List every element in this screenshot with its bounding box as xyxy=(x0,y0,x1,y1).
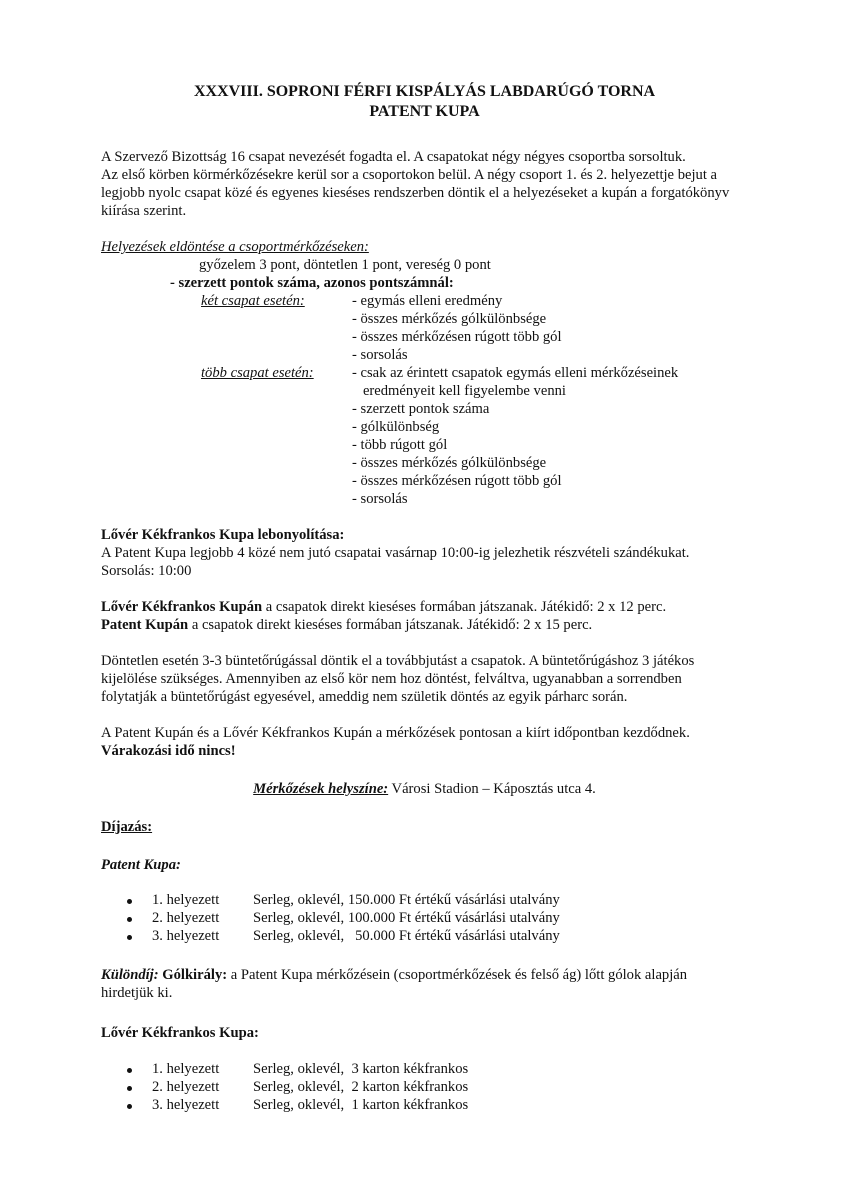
two-teams-item: - egymás elleni eredmény xyxy=(352,293,503,309)
venue-label: Mérkőzések helyszíne: xyxy=(253,781,389,797)
more-teams-item: eredményeit kell figyelembe venni xyxy=(352,383,566,399)
tiebreak-rule: - szerzett pontok száma, azonos pontszámnál: xyxy=(170,275,454,291)
penalty-line-3: folytatják a büntetőrúgást egyesével, ameddig nem születik döntés az egyik párharc során. xyxy=(101,689,628,705)
patent-place: 2. helyezett xyxy=(152,910,220,926)
two-teams-item: - összes mérkőzésen rúgott több gól xyxy=(352,329,562,345)
draw-time: Sorsolás: 10:00 xyxy=(101,563,192,579)
lover-prize: Serleg, oklevél, 3 karton kékfrankos xyxy=(253,1061,469,1077)
intro-line-2: Az első körben körmérkőzésekre kerül sor a csoportokon belül. A négy csoport 1. és 2. helyezettje bejut a xyxy=(101,167,717,183)
penalty-line-2: kijelölése szükséges. Amennyiben az első kör nem hoz döntést, felváltva, ugyanabban a sorrendben xyxy=(101,671,682,687)
more-teams-label: több csapat esetén: xyxy=(201,365,314,381)
venue-address: Városi Stadion – Káposztás utca 4. xyxy=(388,781,596,797)
patent-prize: Serleg, oklevél, 50.000 Ft értékű vásárlási utalvány xyxy=(253,928,560,944)
special-prize-line xyxy=(101,966,687,984)
ranking-heading: Helyezések eldöntése a csoportmérkőzéseken: xyxy=(101,239,369,255)
lover-prize: Serleg, oklevél, 1 karton kékfrankos xyxy=(253,1097,469,1113)
two-teams-label: két csapat esetén: xyxy=(201,293,305,309)
special-prize-text: a Patent Kupa mérkőzésein (csoportmérkőzések és felső ág) lőtt gólok alapján xyxy=(227,967,688,983)
bullet-icon xyxy=(127,1104,132,1109)
more-teams-item: - összes mérkőzés gólkülönbsége xyxy=(352,455,547,471)
patent-prize: Serleg, oklevél, 100.000 Ft értékű vásárlási utalvány xyxy=(253,910,560,926)
bullet-icon xyxy=(127,1086,132,1091)
patent-prize: Serleg, oklevél, 150.000 Ft értékű vásárlási utalvány xyxy=(253,892,560,908)
more-teams-item: - több rúgott gól xyxy=(352,437,448,453)
patent-place: 3. helyezett xyxy=(152,928,220,944)
lover-place: 2. helyezett xyxy=(152,1079,220,1095)
bullet-icon xyxy=(127,935,132,940)
two-teams-item: - sorsolás xyxy=(352,347,408,363)
no-waiting-notice: Várakozási idő nincs! xyxy=(101,743,236,759)
penalty-line-1: Döntetlen esetén 3-3 büntetőrúgással döntik el a továbbjutást a csapatok. A büntetőrúgáshoz 3 játékos xyxy=(101,653,695,669)
intro-line-3: legjobb nyolc csapat közé és egyenes kieséses rendszerben döntik el a helyezéseket a kupán a forgatókönyv xyxy=(101,185,730,201)
patent-format-text: a csapatok direkt kieséses formában játszanak. Játékidő: 2 x 15 perc. xyxy=(188,617,593,633)
two-teams-item: - összes mérkőzés gólkülönbsége xyxy=(352,311,547,327)
patent-prizes-heading: Patent Kupa: xyxy=(101,857,181,873)
lover-place: 1. helyezett xyxy=(152,1061,220,1077)
more-teams-item: - összes mérkőzésen rúgott több gól xyxy=(352,473,562,489)
special-prize-line-2: hirdetjük ki. xyxy=(101,985,173,1001)
more-teams-item: - szerzett pontok száma xyxy=(352,401,490,417)
top-scorer-label: Gólkirály: xyxy=(158,967,228,983)
timing-line: A Patent Kupán és a Lővér Kékfrankos Kupán a mérkőzések pontosan a kiírt időpontban kezdődnek. xyxy=(101,725,690,741)
bullet-icon xyxy=(127,1068,132,1073)
venue-line xyxy=(0,780,849,798)
lover-format-line xyxy=(101,598,666,616)
lover-place: 3. helyezett xyxy=(152,1097,220,1113)
more-teams-item: - csak az érintett csapatok egymás elleni mérkőzéseinek xyxy=(352,365,679,381)
points-rule: győzelem 3 pont, döntetlen 1 pont, vereség 0 pont xyxy=(199,257,491,273)
lover-format-text: a csapatok direkt kieséses formában játszanak. Játékidő: 2 x 12 perc. xyxy=(262,599,667,615)
document-title-line1: XXXVIII. SOPRONI FÉRFI KISPÁLYÁS LABDARÚGÓ TORNA xyxy=(193,83,656,100)
lover-section-line: A Patent Kupa legjobb 4 közé nem jutó csapatai vasárnap 10:00-ig jelezhetik részvételi szándékukat. xyxy=(101,545,690,561)
intro-line-1: A Szervező Bizottság 16 csapat nevezését fogadta el. A csapatokat négy négyes csoportba sorsoltuk. xyxy=(101,149,686,165)
patent-format-bold: Patent Kupán xyxy=(101,617,189,633)
prizes-heading: Díjazás: xyxy=(101,819,153,835)
patent-format-line xyxy=(101,616,592,634)
lover-section-heading: Lővér Kékfrankos Kupa lebonyolítása: xyxy=(101,527,345,543)
more-teams-item: - gólkülönbség xyxy=(352,419,440,435)
lover-prizes-heading: Lővér Kékfrankos Kupa: xyxy=(101,1025,259,1041)
lover-prize: Serleg, oklevél, 2 karton kékfrankos xyxy=(253,1079,469,1095)
intro-line-4: kiírása szerint. xyxy=(101,203,187,219)
bullet-icon xyxy=(127,917,132,922)
patent-place: 1. helyezett xyxy=(152,892,220,908)
special-prize-label: Különdíj: xyxy=(101,967,159,983)
bullet-icon xyxy=(127,899,132,904)
document-title-line2: PATENT KUPA xyxy=(369,103,480,120)
lover-format-bold: Lővér Kékfrankos Kupán xyxy=(101,599,263,615)
more-teams-item: - sorsolás xyxy=(352,491,408,507)
